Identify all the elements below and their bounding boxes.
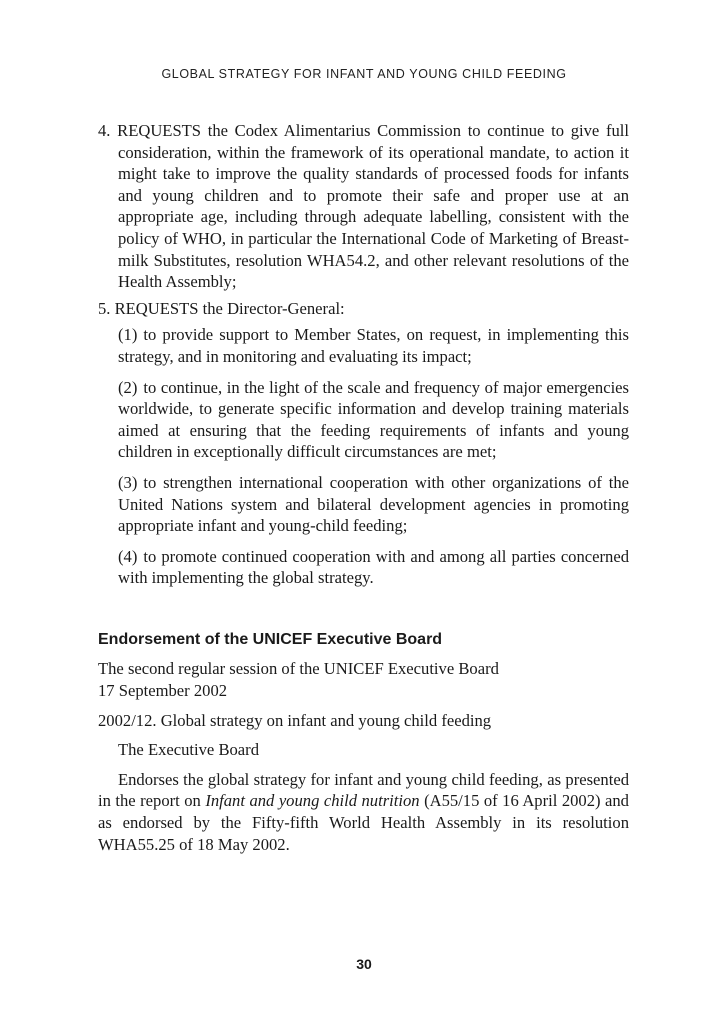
sub-item-number: (4): [118, 546, 138, 566]
sub-item-text: to provide support to Member States, on request, in implementing this strategy, and in monitoring and evaluating its impact;: [118, 325, 629, 366]
sub-item-4: [98, 546, 629, 589]
resolution-title: 2002/12. Global strategy on infant and young child feeding: [98, 710, 492, 730]
sub-item-3: [98, 472, 629, 537]
request-item-5: 5. REQUESTS the Director-General:: [98, 298, 345, 318]
session-line: The second regular session of the UNICEF Executive Board: [98, 659, 499, 679]
section-heading: Endorsement of the UNICEF Executive Board: [98, 630, 443, 648]
executive-board-line: The Executive Board: [118, 740, 259, 760]
report-title: Infant and young child nutrition: [205, 791, 420, 811]
sub-item-text: to continue, in the light of the scale and frequency of major emergencies worldwide, to generate specific information and develop training materials aimed at ensuring that the feeding requirements of infants and young children in exceptionally difficult circumstances are met;: [118, 377, 629, 462]
request-item-4: 4. REQUESTS the Codex Alimentarius Commission to continue to give full consideration, within the framework of its operational mandate, to action it might take to improve the quality standards of processed foods for infants and young children and to promote their safe and proper use at an appropriate age, including through adequate labelling, consistent with the policy of WHO, in particular the International Code of Marketing of Breast-milk Substitutes, resolution WHA54.2, and other relevant resolutions of the Health Assembly;: [98, 121, 629, 292]
page-number: 30: [356, 956, 372, 972]
sub-item-number: (1): [118, 325, 138, 345]
page-body: [98, 120, 629, 855]
session-info: [98, 658, 629, 701]
sub-item-number: (3): [118, 472, 138, 492]
sub-item-text: to strengthen international cooperation with other organizations of the United Nations system and bilateral development agencies in promoting appropriate infant and young-child feeding;: [118, 472, 629, 536]
endorse-text-post: (A55/15 of 16 April 2002) and as endorsed by the Fifty-fifth World Health Assembly in its resolution WHA55.25 of 18 May 2002.: [98, 791, 629, 854]
endorse-text-pre: Endorses the global strategy for infant and young child feeding, as presented in the report on: [98, 769, 629, 811]
running-header: GLOBAL STRATEGY FOR INFANT AND YOUNG CHILD FEEDING: [161, 67, 567, 81]
sub-item-2: [98, 377, 629, 463]
sub-item-text: to promote continued cooperation with and among all parties concerned with implementing the global strategy.: [118, 546, 629, 588]
sub-item-number: (2): [118, 377, 138, 397]
sub-item-1: [98, 324, 629, 367]
session-date: 17 September 2002: [98, 681, 228, 701]
endorsement-paragraph: [98, 769, 629, 855]
